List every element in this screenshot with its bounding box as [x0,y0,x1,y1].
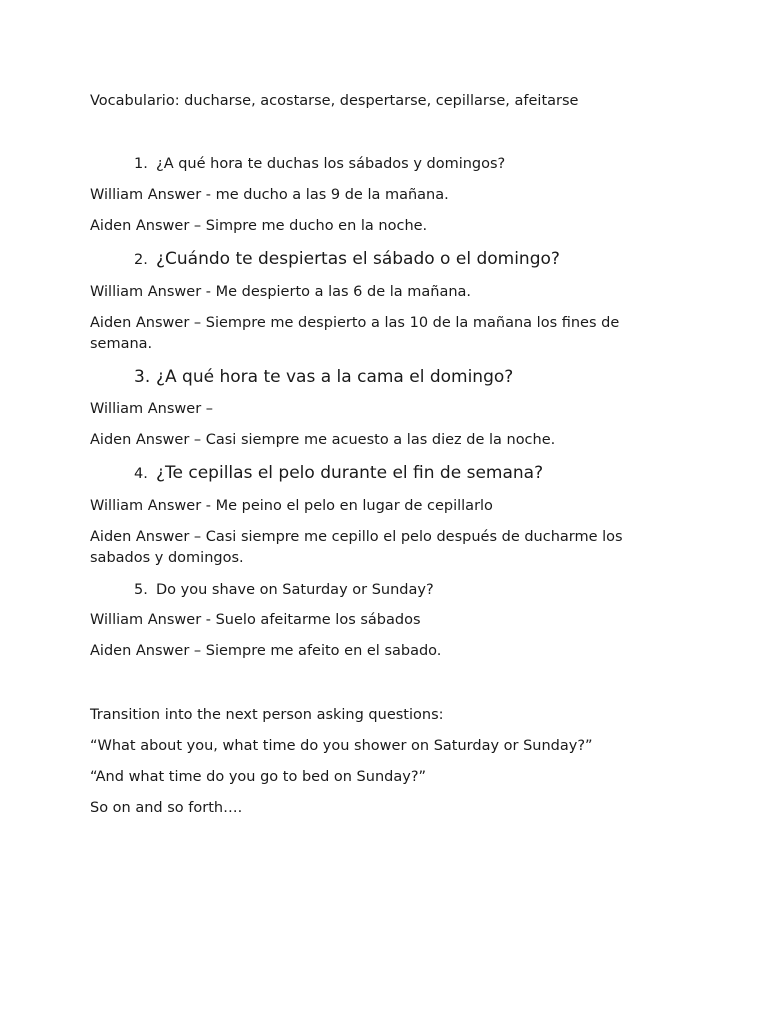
question-number: 4. [134,466,148,482]
question-number: 2. [134,252,148,268]
question-number: 3. [134,367,151,387]
question-text: ¿Cuándo te despiertas el sábado o el domingo? [156,249,560,269]
transition-line-1: “What about you, what time do you shower on Saturday or Sunday?” [90,738,593,754]
william-answer-1: William Answer - me ducho a las 9 de la mañana. [90,187,449,203]
question-text: ¿A qué hora te duchas los sábados y domingos? [156,156,506,172]
question-2 [134,248,694,271]
question-5 [134,579,694,601]
transition-heading: Transition into the next person asking questions: [90,707,444,723]
aiden-answer-2: Aiden Answer – Siempre me despierto a las 10 de la mañana los fines de semana. [90,315,620,352]
william-answer-3: William Answer – [90,401,214,417]
aiden-answer-4: Aiden Answer – Casi siempre me cepillo el pelo después de ducharme los sabados y domingos. [90,529,623,566]
aiden-answer-3: Aiden Answer – Casi siempre me acuesto a las diez de la noche. [90,432,556,448]
william-answer-2: William Answer - Me despierto a las 6 de la mañana. [90,284,472,300]
question-text: Do you shave on Saturday or Sunday? [156,582,434,598]
question-3 [134,366,694,388]
transition-line-2: “And what time do you go to bed on Sunday?” [90,769,427,785]
william-answer-4: William Answer - Me peino el pelo en lugar de cepillarlo [90,498,493,514]
question-number: 5. [134,582,148,598]
aiden-answer-1: Aiden Answer – Simpre me ducho en la noche. [90,218,428,234]
question-text: ¿A qué hora te vas a la cama el domingo? [156,367,514,387]
transition-line-3: So on and so forth…. [90,800,243,816]
vocabulary-line: Vocabulario: ducharse, acostarse, despertarse, cepillarse, afeitarse [90,93,579,109]
question-text: ¿Te cepillas el pelo durante el fin de semana? [156,463,544,483]
question-number: 1. [134,156,148,172]
william-answer-5: William Answer - Suelo afeitarme los sábados [90,612,421,628]
aiden-answer-5: Aiden Answer – Siempre me afeito en el sabado. [90,643,442,659]
question-4 [134,462,694,485]
question-1 [134,153,694,175]
